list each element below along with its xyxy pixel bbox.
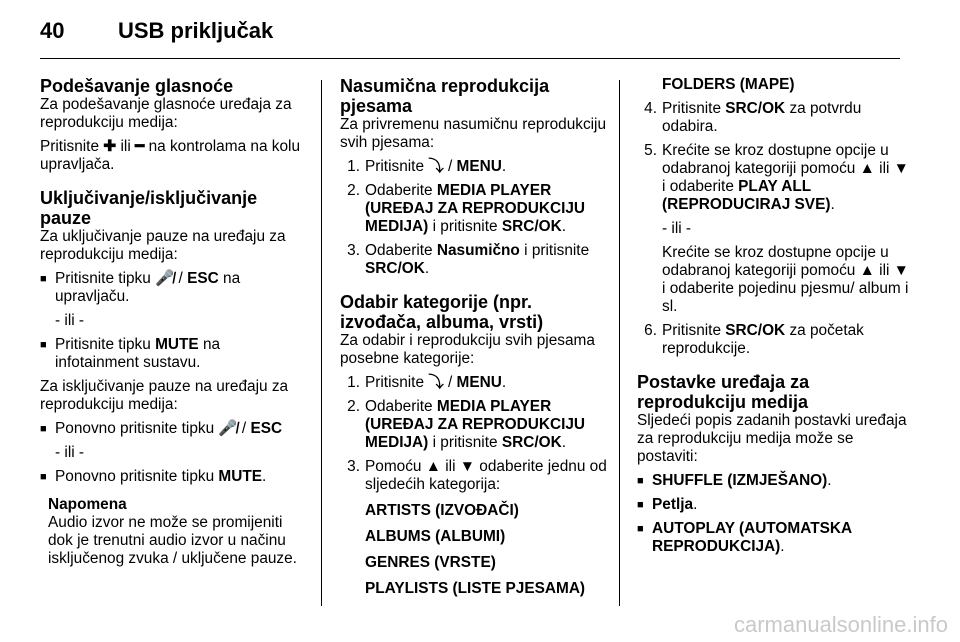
bullet-icon: ■ <box>637 523 644 535</box>
list-item: ■ Pritisnite tipku 🎤̸ / ESC na upravljaču. <box>40 270 241 305</box>
mute-mic-icon: 🎤̸ <box>218 420 238 437</box>
list-item: 1. Pritisnite ⤵ / MENU. <box>347 374 507 391</box>
bullet-icon: ■ <box>637 499 644 511</box>
para-pause-off: Za isključivanje pauze na uređaju za reprodukciju medija: <box>40 378 289 413</box>
list-item: 5. Krećite se kroz dostupne opcije u odabranoj kategoriji pomoću ▲ ili ▼ i odaberite PLAY ALL (REPRODUCIRAJ SVE). <box>644 142 909 213</box>
category-genres: GENRES (VRSTE) <box>365 554 496 571</box>
bullet-icon: ■ <box>40 273 47 285</box>
list-item: 3. Odaberite Nasumično i pritisnite SRC/OK. <box>347 242 590 277</box>
mute-mic-icon: 🎤̸ <box>155 270 175 287</box>
page-title: USB priključak <box>118 18 274 43</box>
note-box <box>40 496 308 568</box>
watermark: carmanualsonline.info <box>733 612 948 637</box>
plus-icon: ✚ <box>103 138 117 155</box>
para-volume: Za podešavanje glasnoće uređaja za reprodukciju medija: <box>40 96 292 131</box>
column-1 <box>40 76 308 568</box>
bullet-icon: ■ <box>40 339 47 351</box>
page-number: 40 <box>40 18 65 43</box>
column-2 <box>340 76 608 598</box>
bullet-icon: ■ <box>637 475 644 487</box>
list-item: 2. Odaberite MEDIA PLAYER (UREĐAJ ZA REPRODUKCIJU MEDIJA) i pritisnite SRC/OK. <box>347 182 586 235</box>
column-3 <box>637 76 909 556</box>
heading-random: Nasumična reprodukcija pjesama <box>340 76 550 116</box>
list-item: 6. Pritisnite SRC/OK za početak reprodukcije. <box>644 322 864 357</box>
para-category: Za odabir i reprodukciju svih pjesama posebne kategorije: <box>340 332 595 367</box>
note-title: Napomena <box>48 496 127 513</box>
page-header <box>40 18 273 44</box>
para-pause-on: Za uključivanje pauze na uređaju za reprodukciju medija: <box>40 228 286 263</box>
list-item: ■ Ponovno pritisnite tipku 🎤̸ / ESC <box>40 420 283 437</box>
list-item: ■ SHUFFLE (IZMJEŠANO). <box>637 472 832 489</box>
heading-volume: Podešavanje glasnoće <box>40 76 234 96</box>
column-divider-2 <box>619 80 620 606</box>
or-text: - ili - <box>55 312 85 329</box>
list-item: 2. Odaberite MEDIA PLAYER (UREĐAJ ZA REPRODUKCIJU MEDIJA) i pritisnite SRC/OK. <box>347 398 586 451</box>
heading-pause: Uključivanje/isključivanje pauze <box>40 188 258 228</box>
heading-category: Odabir kategorije (npr. izvođača, albuma, vrsti) <box>340 292 544 332</box>
menu-arrow-icon: ⤵ <box>428 374 444 391</box>
minus-icon: ━ <box>135 138 145 155</box>
category-playlists: PLAYLISTS (LISTE PJESAMA) <box>365 580 586 597</box>
category-artists: ARTISTS (IZVOĐAČI) <box>365 502 519 519</box>
bullet-icon: ■ <box>40 423 47 435</box>
or-text: - ili - <box>662 220 692 237</box>
para-random: Za privremenu nasumičnu reprodukciju svih pjesama: <box>340 116 607 151</box>
list-item: 4. Pritisnite SRC/OK za potvrdu odabira. <box>644 100 862 135</box>
list-item: ■ AUTOPLAY (AUTOMATSKA REPRODUKCIJA). <box>637 520 852 555</box>
category-folders: FOLDERS (MAPE) <box>662 76 795 93</box>
list-item: 3. Pomoću ▲ ili ▼ odaberite jednu od sljedećih kategorija: <box>347 458 607 493</box>
list-item: ■ Pritisnite tipku MUTE na infotainment sustavu. <box>40 336 221 371</box>
category-albums: ALBUMS (ALBUMI) <box>365 528 506 545</box>
bullet-icon: ■ <box>40 471 47 483</box>
para-settings: Sljedeći popis zadanih postavki uređaja za reprodukciju medija može se postaviti: <box>637 412 907 465</box>
list-item: ■ Ponovno pritisnite tipku MUTE. <box>40 468 267 485</box>
heading-settings: Postavke uređaja za reprodukciju medija <box>637 372 810 412</box>
list-item: ■ Petlja. <box>637 496 698 513</box>
column-divider-1 <box>321 80 322 606</box>
or-text: - ili - <box>55 444 85 461</box>
para-step5-alt: Krećite se kroz dostupne opcije u odabranoj kategoriji pomoću ▲ ili ▼ i odaberite pojedinu pjesmu/ album i sl. <box>662 244 909 315</box>
list-item: 1. Pritisnite ⤵ / MENU. <box>347 158 507 175</box>
menu-arrow-icon: ⤵ <box>428 158 444 175</box>
note-text: Audio izvor ne može se promijeniti dok je trenutni audio izvor u načinu isključenog zvuka / uključene pauze. <box>48 514 297 567</box>
para-volume-buttons: Pritisnite ✚ ili ━ na kontrolama na kolu upravljača. <box>40 138 301 173</box>
header-rule <box>40 58 900 59</box>
